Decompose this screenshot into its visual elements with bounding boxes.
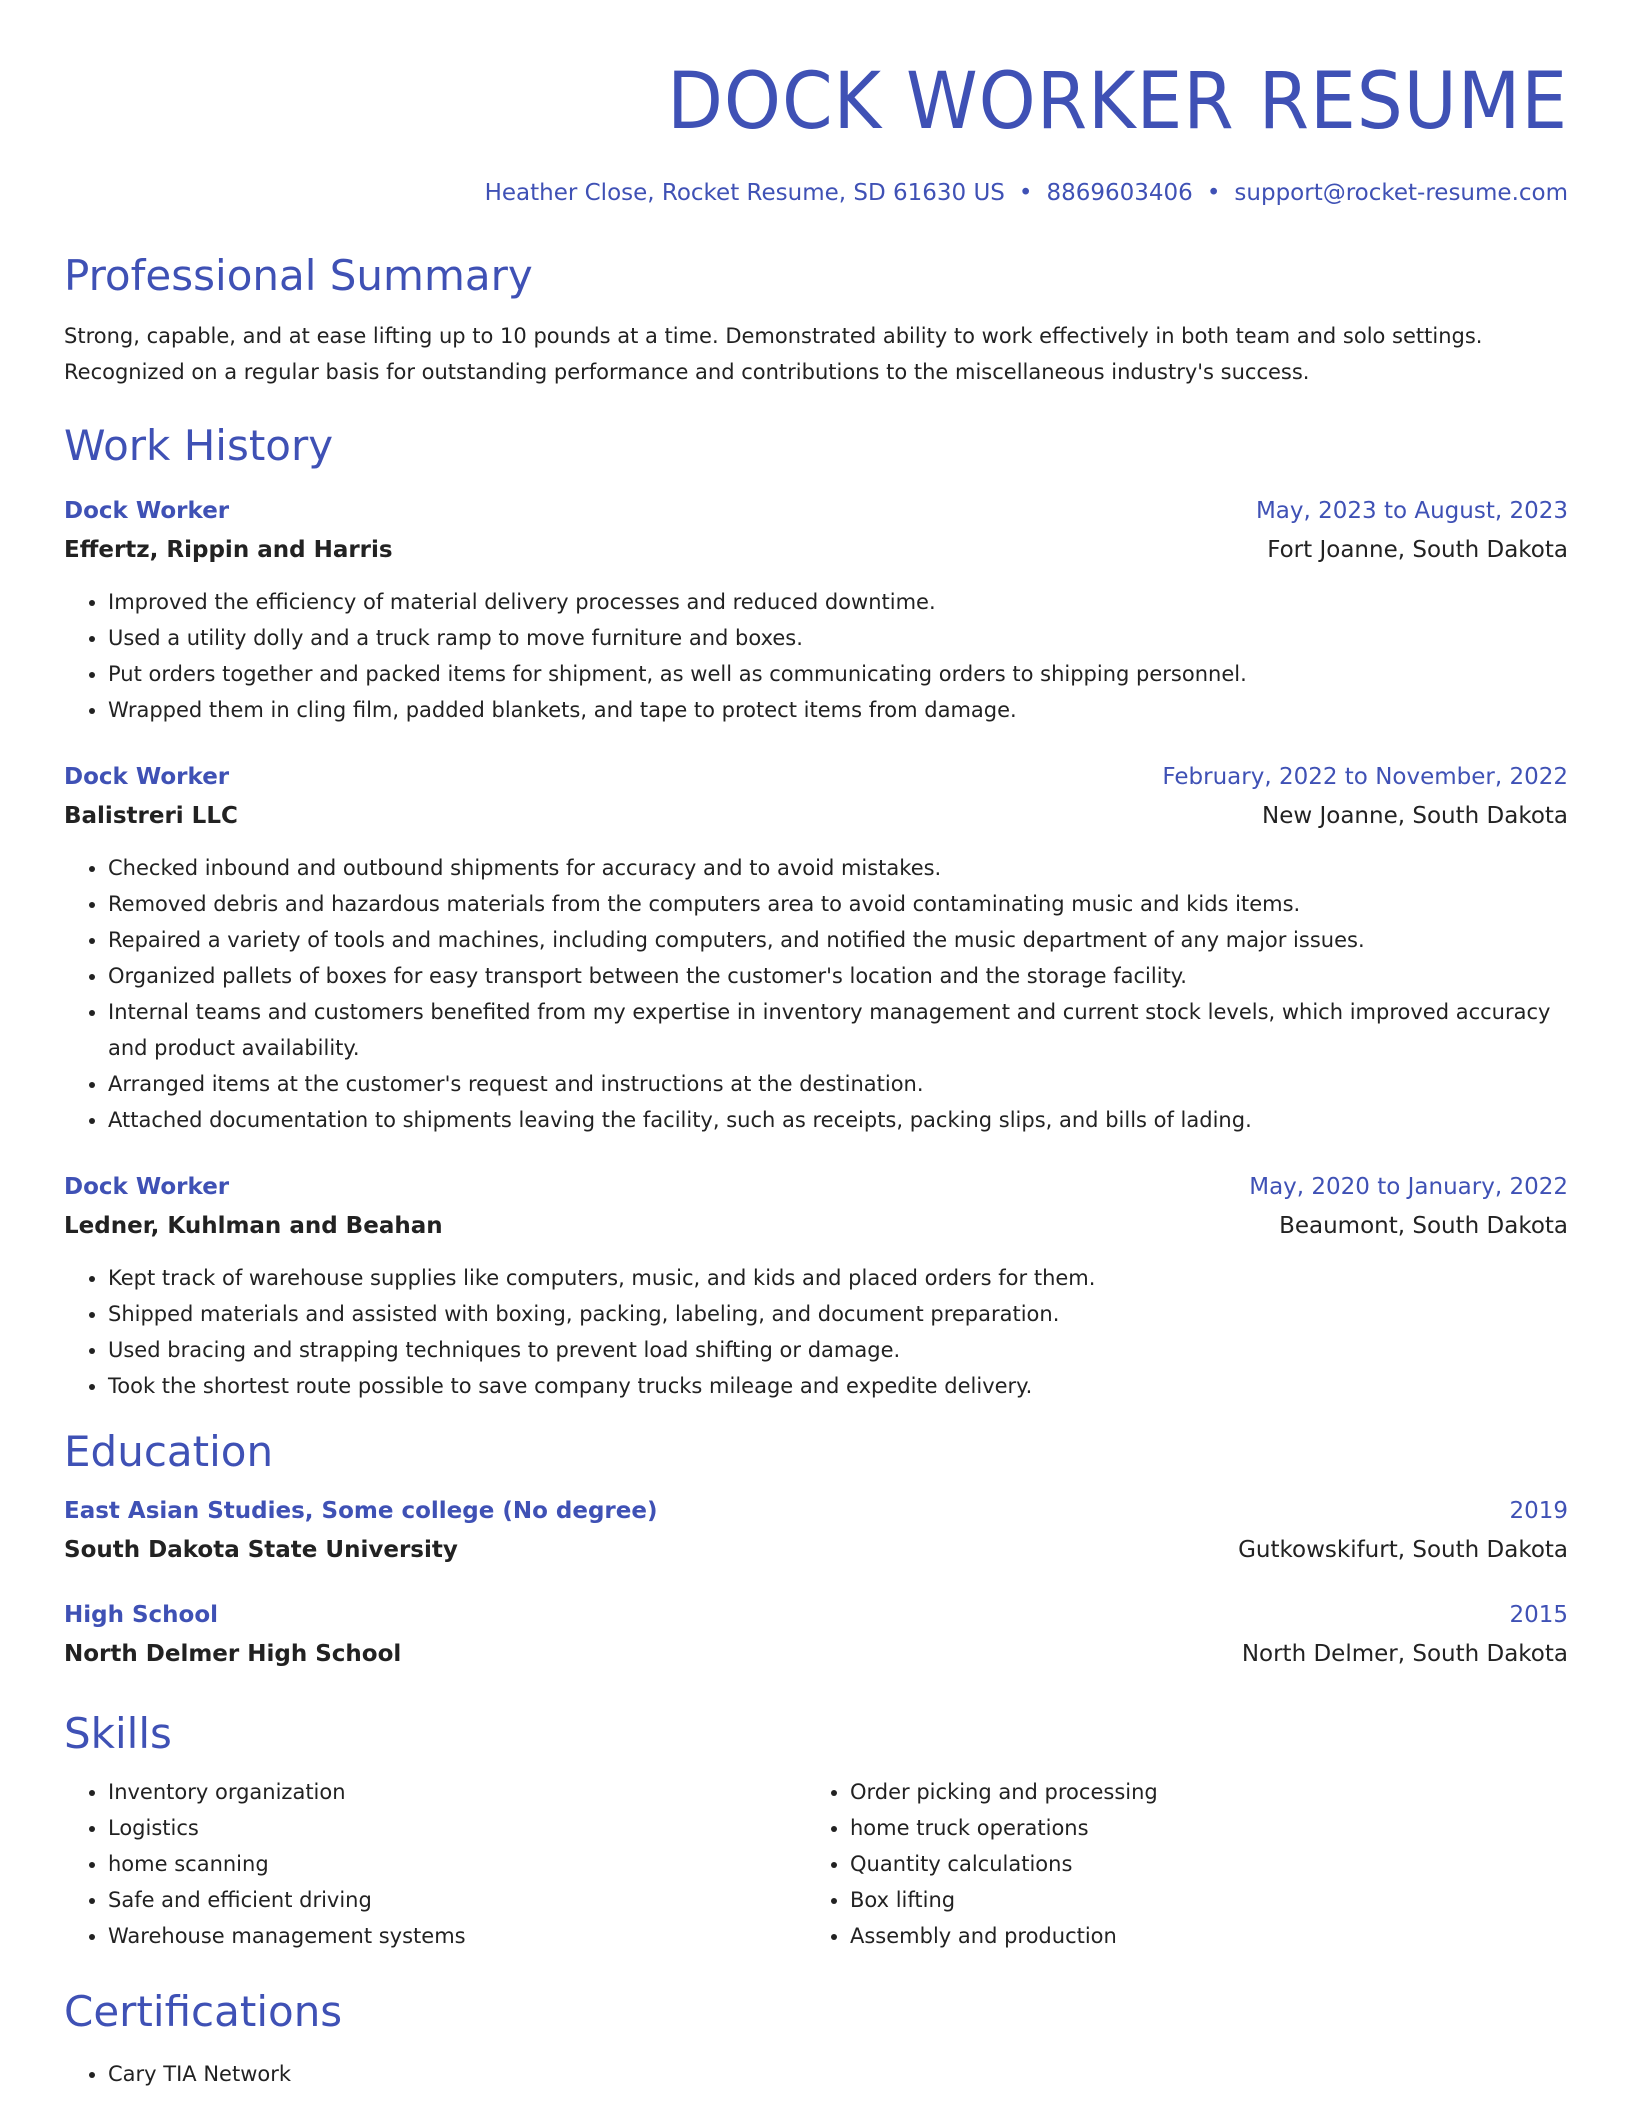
job-bullet: • Attached documentation to shipments leaving the facility, such as receipts, packing slips, and bills of lading. <box>108 1102 1568 1138</box>
skill-item: • Safe and efficient driving <box>108 1882 806 1918</box>
summary-text: Strong, capable, and at ease lifting up to 10 pounds at a time. Demonstrated ability to work effectively in both team and solo settings. Recognized on a regular basis for outstanding performance and contributions to the miscellaneous industry's success. <box>64 324 1483 384</box>
skill-item: • home scanning <box>108 1846 806 1882</box>
job-bullet: • Shipped materials and assisted with boxing, packing, labeling, and document preparation. <box>108 1296 1568 1332</box>
job-entry <box>64 1168 1568 1404</box>
education-school: North Delmer High School <box>64 1641 402 1667</box>
job-dates: May, 2023 to August, 2023 <box>1255 498 1568 524</box>
education-location: North Delmer, South Dakota <box>1241 1641 1568 1667</box>
contact-phone: 8869603406 <box>1046 180 1193 206</box>
summary-heading: Professional Summary <box>64 251 533 300</box>
skills-column-right <box>806 1774 1548 1954</box>
job-bullet: • Took the shortest route possible to save company trucks mileage and expedite delivery. <box>108 1368 1568 1404</box>
education-location: Gutkowskifurt, South Dakota <box>1238 1537 1568 1563</box>
job-company: Ledner, Kuhlman and Beahan <box>64 1213 443 1239</box>
job-bullets <box>64 1260 1568 1404</box>
contact-separator: • <box>1018 180 1033 206</box>
certifications-list <box>64 2056 1568 2092</box>
certifications-heading: Certifications <box>64 1987 343 2036</box>
job-title: Dock Worker <box>64 1174 230 1200</box>
job-bullet: • Internal teams and customers benefited from my expertise in inventory management and current stock levels, which improved accuracy and product availability. <box>108 994 1568 1066</box>
resume-title: DOCK WORKER RESUME <box>667 57 1568 147</box>
work-history-heading: Work History <box>64 421 334 470</box>
job-dates: February, 2022 to November, 2022 <box>1162 764 1568 790</box>
job-entry <box>64 758 1568 1138</box>
job-bullet: • Improved the efficiency of material delivery processes and reduced downtime. <box>108 584 1568 620</box>
job-dates: May, 2020 to January, 2022 <box>1249 1174 1568 1200</box>
contact-email: support@rocket-resume.com <box>1234 180 1568 206</box>
skills-column-left <box>64 1774 806 1954</box>
job-bullet: • Organized pallets of boxes for easy transport between the customer's location and the storage facility. <box>108 958 1568 994</box>
job-bullet: • Used bracing and strapping techniques to prevent load shifting or damage. <box>108 1332 1568 1368</box>
job-bullet: • Removed debris and hazardous materials from the computers area to avoid contaminating music and kids items. <box>108 886 1568 922</box>
education-school: South Dakota State University <box>64 1537 458 1563</box>
job-bullet: • Checked inbound and outbound shipments for accuracy and to avoid mistakes. <box>108 850 1568 886</box>
skill-item: • Quantity calculations <box>850 1846 1548 1882</box>
job-title: Dock Worker <box>64 498 230 524</box>
education-entry <box>64 1596 1568 1674</box>
job-bullet: • Used a utility dolly and a truck ramp to move furniture and boxes. <box>108 620 1568 656</box>
job-bullet: • Wrapped them in cling film, padded blankets, and tape to protect items from damage. <box>108 692 1568 728</box>
job-location: Beaumont, South Dakota <box>1279 1213 1568 1239</box>
skill-item: • Logistics <box>108 1810 806 1846</box>
job-bullet: • Put orders together and packed items for shipment, as well as communicating orders to shipping personnel. <box>108 656 1568 692</box>
contact-address: Heather Close, Rocket Resume, SD 61630 US <box>484 180 1005 206</box>
job-bullet: • Arranged items at the customer's request and instructions at the destination. <box>108 1066 1568 1102</box>
skill-item: • Inventory organization <box>108 1774 806 1810</box>
skill-item: • Order picking and processing <box>850 1774 1548 1810</box>
skill-item: • Assembly and production <box>850 1918 1548 1954</box>
education-year: 2015 <box>1509 1602 1568 1628</box>
certification-item: • Cary TIA Network <box>108 2056 1568 2092</box>
skill-item: • Warehouse management systems <box>108 1918 806 1954</box>
skills-grid <box>64 1774 1568 1954</box>
contact-line <box>64 178 1568 208</box>
job-company: Balistreri LLC <box>64 803 238 829</box>
job-bullets <box>64 584 1568 728</box>
education-heading: Education <box>64 1427 274 1476</box>
skill-item: • Box lifting <box>850 1882 1548 1918</box>
job-location: New Joanne, South Dakota <box>1262 803 1568 829</box>
skills-heading: Skills <box>64 1709 172 1758</box>
skill-item: • home truck operations <box>850 1810 1548 1846</box>
job-bullet: • Repaired a variety of tools and machines, including computers, and notified the music department of any major issues. <box>108 922 1568 958</box>
job-bullet: • Kept track of warehouse supplies like computers, music, and kids and placed orders for them. <box>108 1260 1568 1296</box>
education-year: 2019 <box>1509 1498 1568 1524</box>
education-degree: East Asian Studies, Some college (No degree) <box>64 1498 658 1524</box>
education-entry <box>64 1492 1568 1570</box>
contact-separator: • <box>1206 180 1221 206</box>
job-company: Effertz, Rippin and Harris <box>64 537 393 563</box>
job-bullets <box>64 850 1568 1138</box>
education-degree: High School <box>64 1602 219 1628</box>
job-entry <box>64 492 1568 728</box>
job-location: Fort Joanne, South Dakota <box>1267 537 1568 563</box>
job-title: Dock Worker <box>64 764 230 790</box>
